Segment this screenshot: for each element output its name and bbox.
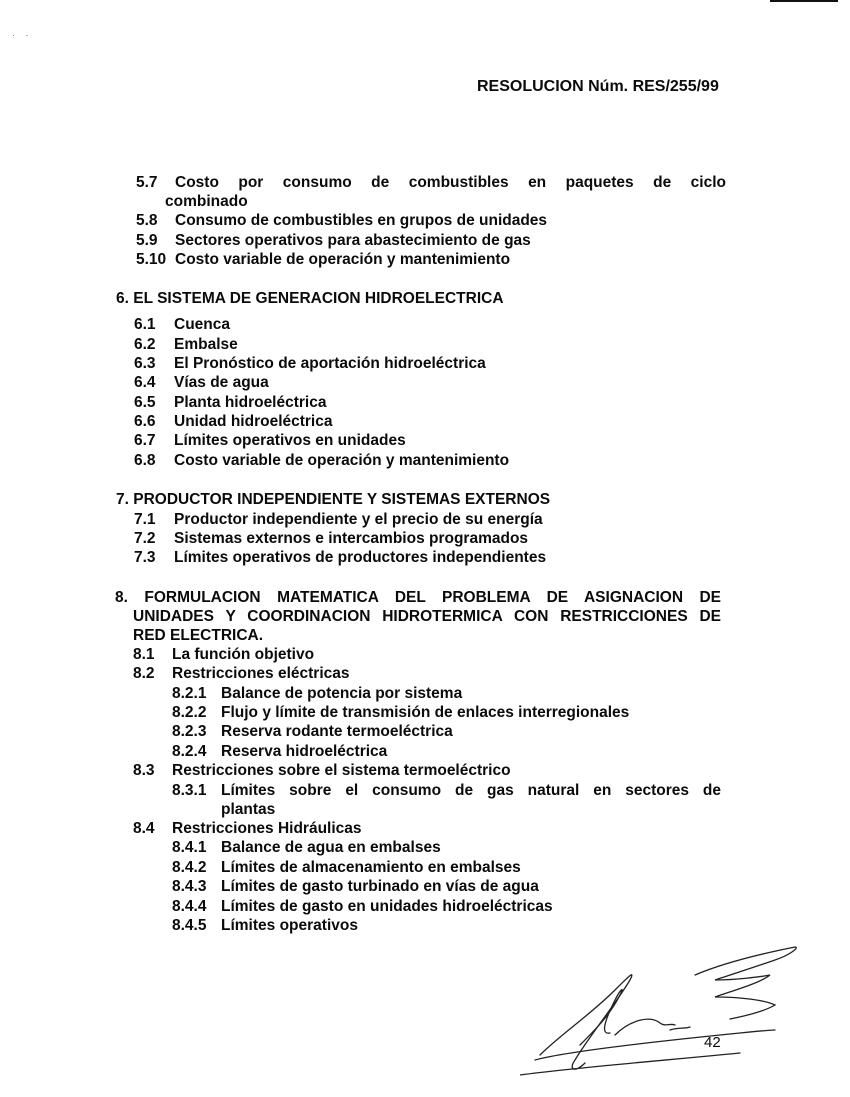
item-number: 8.2	[133, 665, 155, 682]
subitem-number: 8.4.4	[172, 898, 207, 915]
item-number: 6.3	[134, 355, 156, 372]
item-text: Límites operativos en unidades	[174, 432, 406, 449]
subitem-text: Balance de agua en embalses	[221, 839, 441, 856]
item-text: Cuenca	[174, 316, 230, 333]
item-text: Unidad hidroeléctrica	[174, 413, 333, 430]
subitem-number: 8.2.1	[172, 685, 207, 702]
item-text: Restricciones eléctricas	[172, 665, 350, 682]
subitem-text: Límites de gasto en unidades hidroeléctricas	[221, 898, 553, 915]
subitem-number: 8.2.2	[172, 704, 207, 721]
item-text: La función objetivo	[172, 646, 315, 663]
section-8-heading-line-2: UNIDADES Y COORDINACION HIDROTERMICA CON RESTRICCIONES DE	[133, 608, 721, 625]
item-text: Sectores operativos para abastecimiento de gas	[175, 232, 531, 249]
section-8-heading-line-1: 8. FORMULACION MATEMATICA DEL PROBLEMA DE ASIGNACION DE	[115, 589, 721, 606]
item-number: 5.7	[136, 174, 158, 191]
section-7-heading: 7. PRODUCTOR INDEPENDIENTE Y SISTEMAS EXTERNOS	[116, 491, 551, 508]
item-number: 6.6	[134, 413, 156, 430]
subitem-number: 8.4.2	[172, 859, 207, 876]
section-6-heading: 6. EL SISTEMA DE GENERACION HIDROELECTRICA	[116, 290, 504, 307]
section-8-heading-line-3: RED ELECTRICA.	[133, 627, 264, 644]
item-text: Costo variable de operación y mantenimiento	[174, 452, 510, 469]
item-text: Límites operativos de productores independientes	[174, 549, 547, 566]
item-number: 8.4	[133, 820, 155, 837]
subitem-number: 8.4.3	[172, 878, 207, 895]
item-text: Embalse	[174, 336, 238, 353]
subitem-text: Reserva hidroeléctrica	[221, 743, 388, 760]
item-number: 7.3	[134, 549, 156, 566]
item-number: 5.8	[136, 212, 158, 229]
item-number: 8.3	[133, 762, 155, 779]
subitem-text-continued: plantas	[221, 801, 276, 818]
item-text: Restricciones Hidráulicas	[172, 820, 362, 837]
item-text: Sistemas externos e intercambios programados	[174, 530, 529, 547]
subitem-text: Reserva rodante termoeléctrica	[221, 723, 453, 740]
item-text: Planta hidroeléctrica	[174, 394, 327, 411]
item-number: 6.4	[134, 374, 156, 391]
item-number: 5.9	[136, 232, 158, 249]
item-text-continued: combinado	[165, 193, 248, 210]
subitem-number: 8.2.3	[172, 723, 207, 740]
subitem-text: Balance de potencia por sistema	[221, 685, 463, 702]
page-number: 42	[704, 1034, 721, 1051]
item-number: 7.1	[134, 511, 156, 528]
item-number: 8.1	[133, 646, 155, 663]
subitem-number: 8.4.5	[172, 917, 207, 934]
item-number: 7.2	[134, 530, 156, 547]
item-text: Vías de agua	[174, 374, 269, 391]
subitem-text: Límites sobre el consumo de gas natural en sectores de	[221, 782, 721, 799]
item-number: 5.10	[136, 251, 167, 268]
item-text: Consumo de combustibles en grupos de unidades	[175, 212, 548, 229]
item-number: 6.2	[134, 336, 156, 353]
subitem-number: 8.3.1	[172, 782, 207, 799]
scan-specks: · ·	[12, 30, 33, 40]
handwritten-signature	[520, 935, 820, 1085]
resolution-header: RESOLUCION Núm. RES/255/99	[477, 78, 719, 95]
item-text: Productor independiente y el precio de su energía	[174, 511, 543, 528]
item-number: 6.5	[134, 394, 156, 411]
item-number: 6.1	[134, 316, 156, 333]
item-text: Restricciones sobre el sistema termoeléctrico	[172, 762, 511, 779]
subitem-text: Límites de gasto turbinado en vías de agua	[221, 878, 539, 895]
subitem-number: 8.4.1	[172, 839, 207, 856]
item-number: 6.8	[134, 452, 156, 469]
subitem-text: Flujo y límite de transmisión de enlaces interregionales	[221, 704, 630, 721]
subitem-number: 8.2.4	[172, 743, 207, 760]
subitem-text: Límites operativos	[221, 917, 358, 934]
item-text: Costo por consumo de combustibles en paquetes de ciclo	[175, 174, 726, 191]
item-text: El Pronóstico de aportación hidroeléctrica	[174, 355, 486, 372]
item-text: Costo variable de operación y mantenimiento	[175, 251, 511, 268]
scan-edge-line	[770, 0, 838, 2]
subitem-text: Límites de almacenamiento en embalses	[221, 859, 521, 876]
item-number: 6.7	[134, 432, 156, 449]
